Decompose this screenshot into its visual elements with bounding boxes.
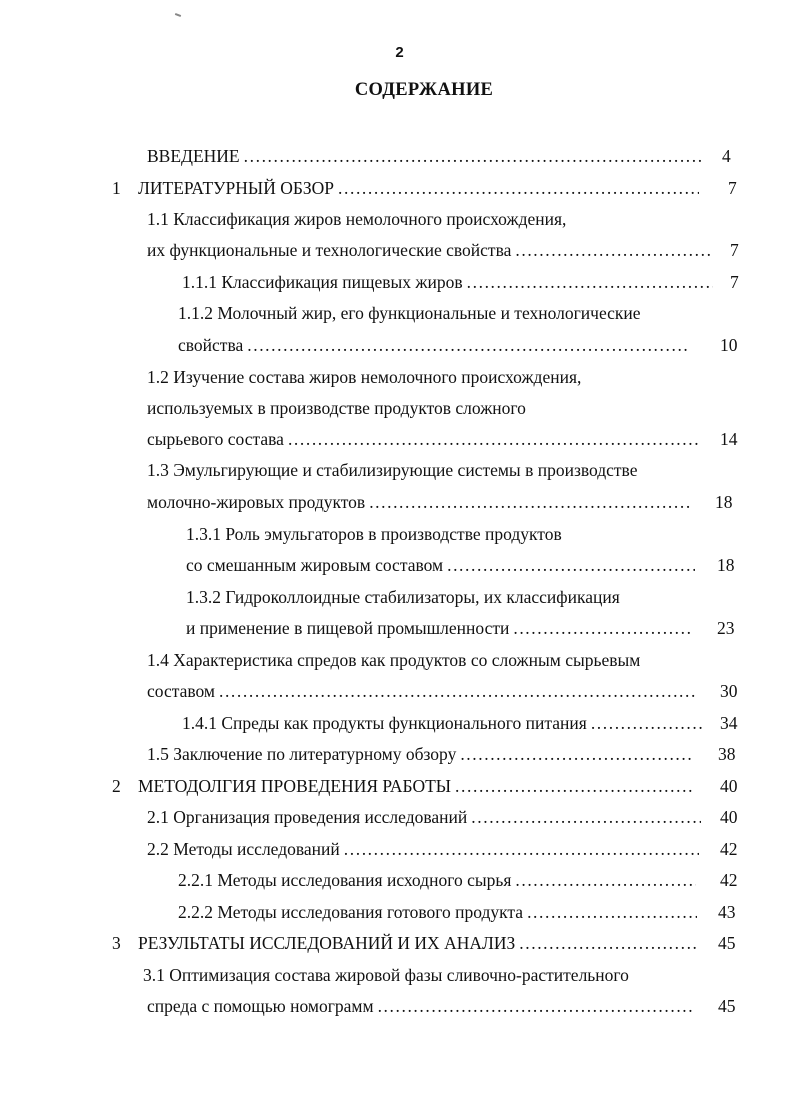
toc-leader-dots — [515, 867, 696, 893]
toc-entry-text: 2.2 Методы исследований — [147, 839, 340, 859]
toc-entry-text: молочно-жировых продуктов — [147, 492, 366, 512]
toc-leader-dots — [591, 710, 705, 736]
page-title: СОДЕРЖАНИЕ — [354, 80, 494, 100]
toc-leader-dots — [247, 332, 689, 358]
chapter-number: 2 — [112, 776, 121, 796]
toc-entry-2-2-2 — [178, 899, 701, 925]
toc-entry-text: составом — [147, 681, 215, 701]
toc-entry-text: используемых в производстве продуктов сложного — [147, 398, 526, 418]
toc-page-number: 7 — [728, 178, 737, 198]
toc-entry-1-1 — [147, 237, 714, 263]
toc-page-number: 10 — [720, 335, 738, 355]
toc-entry-1-2 — [147, 426, 702, 452]
scan-artifact — [175, 13, 181, 17]
toc-page-number: 42 — [720, 839, 738, 859]
toc-entry-text: 1.1.1 Классификация пищевых жиров — [182, 272, 463, 292]
toc-page-number: 7 — [730, 240, 739, 260]
toc-leader-dots — [369, 489, 693, 515]
toc-entry-text: 1.3.2 Гидроколлоидные стабилизаторы, их классификация — [186, 587, 620, 607]
toc-entry-text: свойства — [178, 335, 244, 355]
toc-page-number: 43 — [718, 902, 736, 922]
toc-page-number: 30 — [720, 681, 738, 701]
toc-page-number: 18 — [715, 492, 733, 512]
toc-entry-text: 2.1 Организация проведения исследований — [147, 807, 468, 827]
toc-leader-dots — [244, 143, 703, 169]
toc-entry-text: ЛИТЕРАТУРНЫЙ ОБЗОР — [138, 178, 335, 198]
toc-page-number: 7 — [730, 272, 739, 292]
toc-entry-1-4 — [147, 678, 702, 704]
toc-entry-text: 1.5 Заключение по литературному обзору — [147, 744, 457, 764]
toc-leader-dots — [527, 899, 697, 925]
toc-page-number: 23 — [717, 618, 735, 638]
toc-leader-dots — [519, 930, 698, 956]
toc-entry-2-2 — [147, 836, 703, 862]
toc-page-number: 18 — [717, 555, 735, 575]
chapter-number: 3 — [112, 933, 121, 953]
toc-leader-dots — [455, 773, 694, 799]
toc-entry-ch1 — [138, 175, 703, 201]
toc-leader-dots — [467, 269, 713, 295]
toc-entry-2-1 — [147, 804, 705, 830]
toc-entry-1-5 — [147, 741, 697, 767]
toc-entry-text: сырьевого состава — [147, 429, 284, 449]
toc-leader-dots — [338, 175, 699, 201]
toc-entry-1-3-1 — [186, 552, 699, 578]
toc-entry-2-2-1 — [178, 867, 700, 893]
toc-page-number: 42 — [720, 870, 738, 890]
toc-entry-ch3 — [138, 930, 702, 956]
toc-leader-dots — [471, 804, 701, 830]
toc-leader-dots — [344, 836, 699, 862]
toc-entry-1-1-2 — [178, 332, 693, 358]
toc-entry-text: 1.2 Изучение состава жиров немолочного происхождения, — [147, 367, 582, 387]
toc-entry-text: 1.1.2 Молочный жир, его функциональные и технологические — [178, 303, 641, 323]
toc-leader-dots — [219, 678, 698, 704]
toc-entry-1-1-1 — [182, 269, 717, 295]
toc-entry-text: 1.3 Эмульгирующие и стабилизирующие системы в производстве — [147, 460, 638, 480]
toc-entry-text: 2.2.2 Методы исследования готового продукта — [178, 902, 524, 922]
toc-page-number: 45 — [718, 996, 736, 1016]
toc-page-number: 45 — [718, 933, 736, 953]
toc-page-number: 34 — [720, 713, 738, 733]
toc-entry-1-3 — [147, 489, 697, 515]
toc-entry-text: их функциональные и технологические свойства — [147, 240, 512, 260]
toc-page-number: 14 — [720, 429, 738, 449]
toc-page-number: 40 — [720, 807, 738, 827]
toc-entry-text: спреда с помощью номограмм — [147, 996, 374, 1016]
toc-entry-text: 1.3.1 Роль эмульгаторов в производстве продуктов — [186, 524, 562, 544]
toc-entry-text: 2.2.1 Методы исследования исходного сырья — [178, 870, 512, 890]
page-number: 2 — [395, 44, 404, 61]
toc-entry-text: МЕТОДОЛГИЯ ПРОВЕДЕНИЯ РАБОТЫ — [138, 776, 452, 796]
toc-entry-text: 1.4.1 Спреды как продукты функционального питания — [182, 713, 587, 733]
toc-entry-1-4-1 — [182, 710, 709, 736]
toc-entry-3-1 — [147, 993, 699, 1019]
toc-entry-text: 3.1 Оптимизация состава жировой фазы сливочно-растительного — [143, 965, 629, 985]
toc-entry-text: со смешанным жировым составом — [186, 555, 444, 575]
toc-entry-1-3-2 — [186, 615, 696, 641]
toc-leader-dots — [378, 993, 695, 1019]
toc-page-number: 40 — [720, 776, 738, 796]
toc-leader-dots — [288, 426, 698, 452]
toc-entry-intro — [147, 143, 707, 169]
toc-leader-dots — [513, 615, 692, 641]
toc-page-number: 38 — [718, 744, 736, 764]
toc-entry-text: РЕЗУЛЬТАТЫ ИССЛЕДОВАНИЙ И ИХ АНАЛИЗ — [138, 933, 516, 953]
toc-entry-text: 1.1 Классификация жиров немолочного происхождения, — [147, 209, 567, 229]
toc-entry-text: и применение в пищевой промышленности — [186, 618, 510, 638]
toc-leader-dots — [447, 552, 695, 578]
toc-page-number: 4 — [722, 146, 731, 166]
toc-leader-dots — [460, 741, 693, 767]
toc-leader-dots — [515, 237, 710, 263]
chapter-number: 1 — [112, 178, 121, 198]
toc-entry-ch2 — [138, 773, 698, 799]
toc-entry-text: 1.4 Характеристика спредов как продуктов со сложным сырьевым — [147, 650, 641, 670]
toc-entry-text: ВВЕДЕНИЕ — [147, 146, 240, 166]
